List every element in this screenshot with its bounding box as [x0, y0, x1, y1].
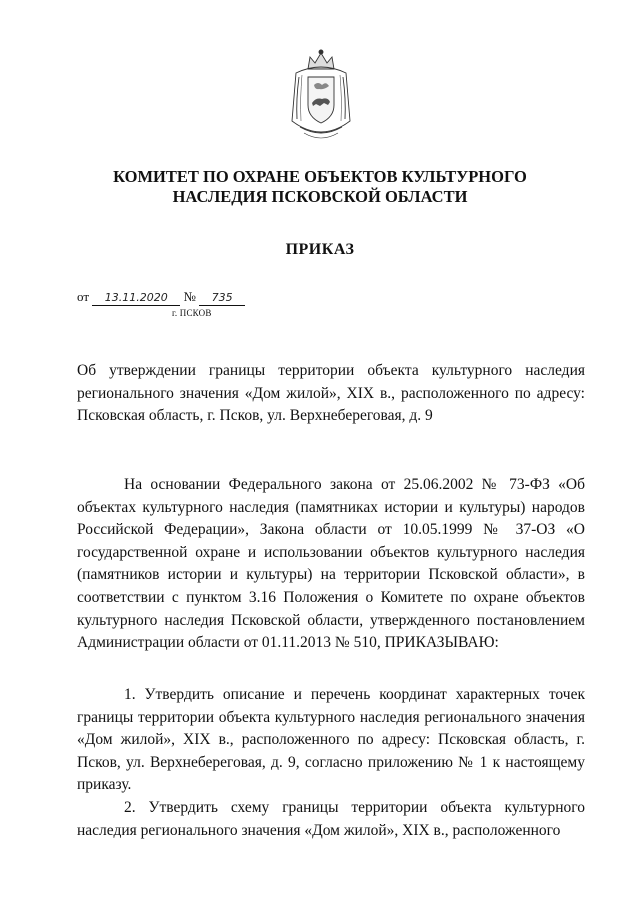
order-date: 13.11.2020 — [92, 291, 180, 306]
order-subject: Об утверждении границы территории объекта культурного наследия регионального значения «Дом жилой», XIX в., расположенного по адресу: Псковская область, г. Псков, ул. Верхнебереговая, д. 9 — [77, 362, 585, 425]
organization-name-line2: НАСЛЕДИЯ ПСКОВСКОЙ ОБЛАСТИ — [172, 187, 468, 206]
number-prefix: № — [183, 289, 196, 304]
document-type: ПРИКАЗ — [285, 241, 355, 258]
order-date-line — [77, 289, 245, 306]
coat-of-arms-icon — [286, 47, 356, 145]
date-prefix: от — [77, 289, 90, 304]
order-item-1: 1. Утвердить описание и перечень координат характерных точек границы территории объекта культурного наследия регионального значения «Дом жилой», XIX в., расположенного по адресу: Псковская область, г. Псков, ул. Верхнебереговая, д. 9, согласно приложению № 1 к настоящему приказу. — [77, 686, 585, 794]
organization-name-line1: КОМИТЕТ ПО ОХРАНЕ ОБЪЕКТОВ КУЛЬТУРНОГО — [113, 167, 527, 186]
legal-basis-paragraph: На основании Федерального закона от 25.06.2002 № 73-ФЗ «Об объектах культурного наследия (памятниках истории и культуры) народов Российской Федерации», Закона области от 10.05.1999 № 37-ОЗ «О государственной охране и использовании объектов культурного наследия (памятников истории и культуры) на территории Псковской области», в соответствии с пунктом 3.16 Положения о Комитете по охране объектов культурного наследия Псковской области, утвержденного постановлением Администрации области от 01.11.2013 № 510, ПРИКАЗЫВАЮ: — [77, 476, 585, 652]
order-item-2: 2. Утвердить схему границы территории объекта культурного наследия регионального значения «Дом жилой», XIX в., расположенного — [77, 799, 585, 839]
city-label: г. ПСКОВ — [172, 308, 212, 318]
order-number: 735 — [199, 291, 245, 306]
organization-name — [0, 167, 640, 207]
